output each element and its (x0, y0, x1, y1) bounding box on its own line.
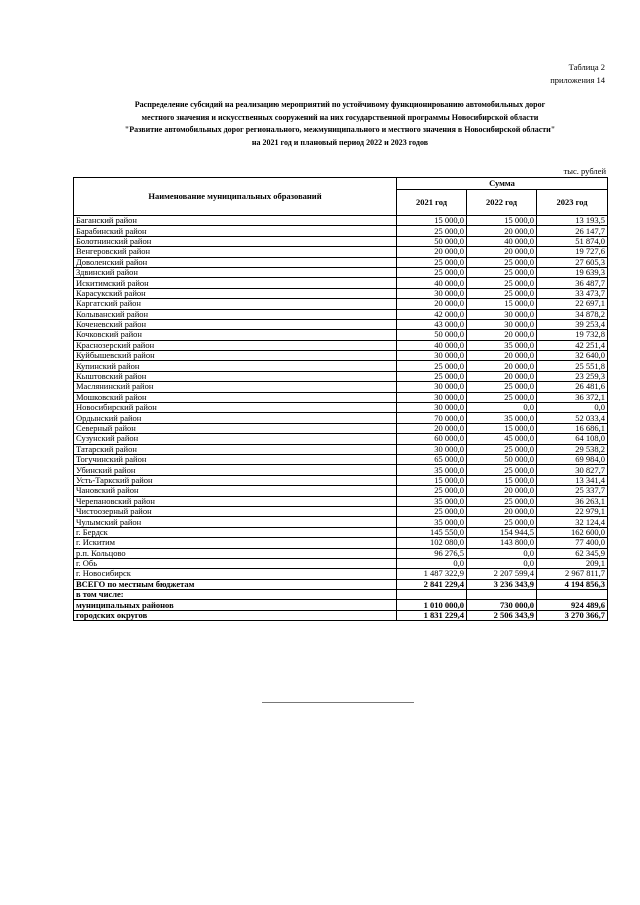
cell-name: Краснозерский район (74, 340, 397, 350)
cell-2021: 0,0 (397, 558, 467, 568)
cell-2023: 32 124,4 (537, 517, 608, 527)
table-row (74, 247, 608, 257)
cell-2022: 25 000,0 (467, 444, 537, 454)
table-row (74, 579, 608, 589)
cell-2021: 60 000,0 (397, 434, 467, 444)
cell-2022: 20 000,0 (467, 371, 537, 381)
cell-2023: 69 984,0 (537, 454, 608, 464)
cell-name: Сузунский район (74, 434, 397, 444)
cell-2022: 154 944,5 (467, 527, 537, 537)
title-line-3: "Развитие автомобильных дорог регионального, межмуниципального и местного значения в Новосибирской области" (124, 125, 556, 134)
cell-2022: 25 000,0 (467, 517, 537, 527)
cell-name: Новосибирский район (74, 403, 397, 413)
table-row (74, 236, 608, 246)
cell-2023: 209,1 (537, 558, 608, 568)
cell-name: Куйбышевский район (74, 351, 397, 361)
cell-name: Венгеровский район (74, 247, 397, 257)
end-divider (262, 702, 414, 703)
table-row (74, 403, 608, 413)
cell-2021: 42 000,0 (397, 309, 467, 319)
cell-name: Ордынский район (74, 413, 397, 423)
cell-2021: 25 000,0 (397, 361, 467, 371)
cell-2022: 15 000,0 (467, 216, 537, 226)
cell-2023: 27 605,3 (537, 257, 608, 267)
cell-2023: 16 686,1 (537, 423, 608, 433)
cell-name: Мошковский район (74, 392, 397, 402)
cell-2021: 70 000,0 (397, 413, 467, 423)
cell-2021: 25 000,0 (397, 267, 467, 277)
cell-name: Болотнинский район (74, 236, 397, 246)
cell-2022: 20 000,0 (467, 351, 537, 361)
table-row (74, 319, 608, 329)
header-year-2021: 2021 год (397, 190, 467, 216)
cell-2023: 3 270 366,7 (537, 610, 608, 620)
cell-name: Баганский район (74, 216, 397, 226)
cell-2021: 40 000,0 (397, 340, 467, 350)
cell-2023: 26 481,6 (537, 382, 608, 392)
cell-2021: 30 000,0 (397, 403, 467, 413)
cell-name: Усть-Таркский район (74, 475, 397, 485)
table-row (74, 288, 608, 298)
cell-2021: 102 080,0 (397, 538, 467, 548)
title-line-1: Распределение субсидий на реализацию мероприятий по устойчивому функционированию автомобильных дорог (134, 100, 546, 109)
cell-2022: 25 000,0 (467, 496, 537, 506)
cell-2021: 35 000,0 (397, 496, 467, 506)
table-row (74, 413, 608, 423)
table-row (74, 216, 608, 226)
cell-2022: 20 000,0 (467, 506, 537, 516)
cell-2021: 1 831 229,4 (397, 610, 467, 620)
table-row (74, 434, 608, 444)
cell-2021: 25 000,0 (397, 506, 467, 516)
cell-2023: 51 874,0 (537, 236, 608, 246)
cell-name: Колыванский район (74, 309, 397, 319)
document-title (70, 99, 610, 149)
cell-name: Кочковский район (74, 330, 397, 340)
cell-2022: 2 207 599,4 (467, 569, 537, 579)
cell-2023: 25 551,8 (537, 361, 608, 371)
cell-2023: 32 640,0 (537, 351, 608, 361)
cell-2022: 0,0 (467, 403, 537, 413)
cell-name: муниципальных районов (74, 600, 397, 610)
table-row (74, 340, 608, 350)
table-row (74, 371, 608, 381)
cell-2023: 22 697,1 (537, 299, 608, 309)
cell-2021: 30 000,0 (397, 351, 467, 361)
cell-name: Искитимский район (74, 278, 397, 288)
cell-2022: 20 000,0 (467, 330, 537, 340)
cell-2021: 35 000,0 (397, 517, 467, 527)
cell-2021: 30 000,0 (397, 288, 467, 298)
cell-name: Карасукский район (74, 288, 397, 298)
table-row (74, 610, 608, 620)
table-row (74, 486, 608, 496)
cell-2023: 33 473,7 (537, 288, 608, 298)
table-row (74, 496, 608, 506)
cell-2022: 20 000,0 (467, 247, 537, 257)
cell-2023: 26 147,7 (537, 226, 608, 236)
cell-2023: 64 108,0 (537, 434, 608, 444)
subsidy-table (73, 177, 608, 621)
cell-name: Чистоозерный район (74, 506, 397, 516)
cell-name: г. Искитим (74, 538, 397, 548)
cell-2023: 62 345,9 (537, 548, 608, 558)
cell-2021: 50 000,0 (397, 330, 467, 340)
header-year-2022: 2022 год (467, 190, 537, 216)
cell-name: Убинский район (74, 465, 397, 475)
cell-name: Тогучинский район (74, 454, 397, 464)
cell-2022: 30 000,0 (467, 319, 537, 329)
cell-2023: 36 487,7 (537, 278, 608, 288)
cell-2022: 25 000,0 (467, 257, 537, 267)
cell-2021: 96 276,5 (397, 548, 467, 558)
cell-2022: 2 506 343,9 (467, 610, 537, 620)
cell-2023: 19 639,3 (537, 267, 608, 277)
cell-2021: 2 841 229,4 (397, 579, 467, 589)
cell-2023: 77 400,0 (537, 538, 608, 548)
table-row (74, 517, 608, 527)
cell-name: Татарский район (74, 444, 397, 454)
cell-2021: 15 000,0 (397, 216, 467, 226)
cell-2022: 45 000,0 (467, 434, 537, 444)
cell-2022: 0,0 (467, 558, 537, 568)
cell-name: г. Бердск (74, 527, 397, 537)
caption-appendix: приложения 14 (550, 74, 605, 85)
table-caption (550, 61, 605, 86)
cell-2023: 19 727,6 (537, 247, 608, 257)
cell-2022: 20 000,0 (467, 226, 537, 236)
cell-2021: 25 000,0 (397, 226, 467, 236)
title-line-2: местного значения и искусственных сооружений на них государственной программы Новосибирской области (141, 112, 539, 122)
cell-2022: 15 000,0 (467, 475, 537, 485)
cell-2023: 23 259,3 (537, 371, 608, 381)
cell-2023: 36 263,1 (537, 496, 608, 506)
cell-name: Здвинский район (74, 267, 397, 277)
cell-name: ВСЕГО по местным бюджетам (74, 579, 397, 589)
cell-2022: 25 000,0 (467, 392, 537, 402)
table-row (74, 257, 608, 267)
cell-2022: 25 000,0 (467, 465, 537, 475)
cell-2021: 25 000,0 (397, 371, 467, 381)
cell-name: Кыштовский район (74, 371, 397, 381)
cell-name: Чановский район (74, 486, 397, 496)
table-row (74, 465, 608, 475)
table-row (74, 538, 608, 548)
cell-2021: 35 000,0 (397, 465, 467, 475)
header-municipality: Наименование муниципальных образований (74, 178, 397, 216)
caption-table-number: Таблица 2 (568, 62, 605, 72)
cell-2023: 0,0 (537, 403, 608, 413)
cell-name: Чулымский район (74, 517, 397, 527)
cell-2022: 30 000,0 (467, 309, 537, 319)
table-row (74, 569, 608, 579)
cell-2023: 34 878,2 (537, 309, 608, 319)
header-year-2023: 2023 год (537, 190, 608, 216)
cell-name: Доволенский район (74, 257, 397, 267)
cell-name: Купинский район (74, 361, 397, 371)
cell-name: Северный район (74, 423, 397, 433)
cell-2023: 29 538,2 (537, 444, 608, 454)
cell-2023: 52 033,4 (537, 413, 608, 423)
cell-name: г. Обь (74, 558, 397, 568)
cell-2022: 25 000,0 (467, 288, 537, 298)
cell-2022: 35 000,0 (467, 413, 537, 423)
table-row (74, 351, 608, 361)
table-body (74, 216, 608, 621)
cell-2023: 13 341,4 (537, 475, 608, 485)
cell-2021: 50 000,0 (397, 236, 467, 246)
table-row (74, 590, 608, 600)
cell-2023: 924 489,6 (537, 600, 608, 610)
table-row (74, 226, 608, 236)
units-note: тыс. рублей (563, 166, 606, 176)
table-row (74, 454, 608, 464)
cell-name: Каргатский район (74, 299, 397, 309)
table-row (74, 475, 608, 485)
cell-2022: 20 000,0 (467, 361, 537, 371)
cell-2022: 15 000,0 (467, 299, 537, 309)
cell-name: в том числе: (74, 590, 397, 600)
cell-2021: 25 000,0 (397, 486, 467, 496)
cell-name: Маслянинский район (74, 382, 397, 392)
cell-2023: 13 193,5 (537, 216, 608, 226)
cell-2023: 25 337,7 (537, 486, 608, 496)
cell-name: г. Новосибирск (74, 569, 397, 579)
cell-2021: 65 000,0 (397, 454, 467, 464)
cell-2022: 40 000,0 (467, 236, 537, 246)
cell-2022: 25 000,0 (467, 267, 537, 277)
cell-2021: 20 000,0 (397, 423, 467, 433)
cell-2023: 162 600,0 (537, 527, 608, 537)
table-row (74, 299, 608, 309)
cell-2023: 42 251,4 (537, 340, 608, 350)
cell-2022: 0,0 (467, 548, 537, 558)
cell-2023 (537, 590, 608, 600)
cell-2021: 1 487 322,9 (397, 569, 467, 579)
cell-2022: 35 000,0 (467, 340, 537, 350)
cell-2021: 30 000,0 (397, 392, 467, 402)
cell-2021: 20 000,0 (397, 247, 467, 257)
cell-name: Барабинский район (74, 226, 397, 236)
cell-2021: 25 000,0 (397, 257, 467, 267)
table-row (74, 558, 608, 568)
cell-2021: 20 000,0 (397, 299, 467, 309)
cell-2022: 3 236 343,9 (467, 579, 537, 589)
table-row (74, 278, 608, 288)
cell-name: городских округов (74, 610, 397, 620)
cell-2021 (397, 590, 467, 600)
title-line-4: на 2021 год и плановый период 2022 и 2023 годов (251, 137, 429, 147)
cell-2022: 20 000,0 (467, 486, 537, 496)
cell-2022: 143 800,0 (467, 538, 537, 548)
cell-2023: 19 732,8 (537, 330, 608, 340)
table-row (74, 330, 608, 340)
table-row (74, 548, 608, 558)
table-row (74, 444, 608, 454)
cell-2021: 1 010 000,0 (397, 600, 467, 610)
table-row (74, 267, 608, 277)
cell-name: Черепановский район (74, 496, 397, 506)
table-row (74, 423, 608, 433)
table-row (74, 382, 608, 392)
cell-2022: 730 000,0 (467, 600, 537, 610)
cell-2022: 25 000,0 (467, 278, 537, 288)
header-sum: Сумма (397, 178, 608, 190)
cell-2021: 43 000,0 (397, 319, 467, 329)
cell-2023: 30 827,7 (537, 465, 608, 475)
cell-name: р.п. Кольцово (74, 548, 397, 558)
cell-2021: 30 000,0 (397, 444, 467, 454)
table-row (74, 527, 608, 537)
table-row (74, 309, 608, 319)
cell-2022: 50 000,0 (467, 454, 537, 464)
cell-2022: 25 000,0 (467, 382, 537, 392)
cell-2021: 40 000,0 (397, 278, 467, 288)
cell-2023: 2 967 811,7 (537, 569, 608, 579)
table-row (74, 600, 608, 610)
cell-2021: 145 550,0 (397, 527, 467, 537)
table-row (74, 392, 608, 402)
table-row (74, 506, 608, 516)
cell-2023: 22 979,1 (537, 506, 608, 516)
cell-2023: 4 194 856,3 (537, 579, 608, 589)
cell-2023: 36 372,1 (537, 392, 608, 402)
cell-2022 (467, 590, 537, 600)
cell-2023: 39 253,4 (537, 319, 608, 329)
cell-name: Коченевский район (74, 319, 397, 329)
cell-2021: 15 000,0 (397, 475, 467, 485)
cell-2021: 30 000,0 (397, 382, 467, 392)
cell-2022: 15 000,0 (467, 423, 537, 433)
table-row (74, 361, 608, 371)
